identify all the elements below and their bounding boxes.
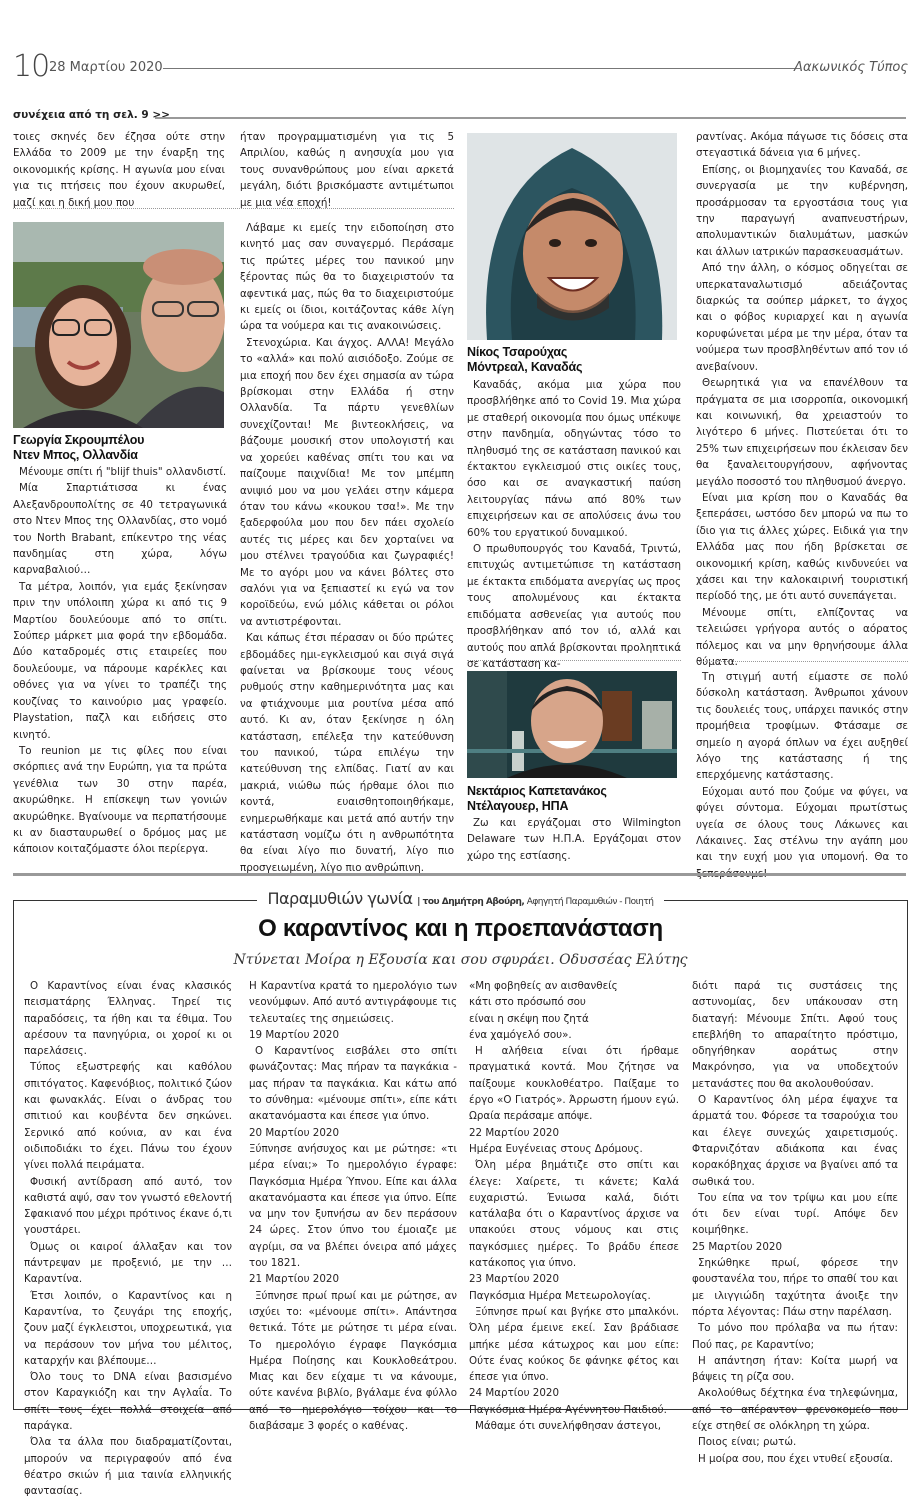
poem-line: ένα χαμόγελό σου». bbox=[469, 1028, 572, 1041]
paragraph: διότι παρά τις συστάσεις της αστυνομίας, δεν υπάκουσαν στη διαταγή: Μένουμε Σπίτι. Αφού τους επεβλήθη το απαραίτητο πρόστιμο, οδηγήθηκαν αοράτως στην Μακρόνησο, για να υποδεχτούν μετανάστες που θα ακολουθούσαν. bbox=[692, 980, 898, 1090]
diary-date: Ημέρα Ευγένειας στους Δρόμους. bbox=[469, 1142, 643, 1155]
section-name: Παραμυθιών γωνία bbox=[267, 889, 413, 908]
profile-nektarios-text-cont bbox=[696, 669, 908, 882]
profile-nikos-text-cont bbox=[696, 129, 908, 670]
story-col-4 bbox=[692, 978, 898, 1467]
page-number: 10 bbox=[13, 49, 50, 84]
paragraph: Του είπα να τον τρίψω και μου είπε ότι δεν είναι τυρί. Απόψε δεν κοιμήθηκε. bbox=[692, 1191, 898, 1237]
paragraph: τοιες σκηνές δεν έζησα ούτε στην Ελλάδα το 2009 με την έναρξη της οικονομικής κρίσης. Η αγωνία μου είναι για τις πτήσεις που έχουν ακυρωθεί, μαζί και η δική μου που bbox=[13, 131, 225, 209]
paragraph: Τύπος εξωστρεφής και καθόλου σπιτόγατος. Καφενόβιος, πολιτικό ζώον και φωνακλάς. Είναι ο άνδρας του σπιτιού και κουβέντα δεν σηκώνει. Σερνικό από κούνια, αν και ένα οιδιποδιάκι το έχει. Πάνω του έχουν γίνει πολλά πειράματα. bbox=[24, 1061, 232, 1172]
paragraph: ήταν προγραμματισμένη για τις 5 Απριλίου, καθώς η ανησυχία μου για τους συνανθρώπους μου είναι αρκετά μεγάλη, διότι βρισκόμαστε αντιμέτωποι με μια νέα εποχή! bbox=[240, 131, 454, 209]
diary-date: 19 Μαρτίου 2020 bbox=[249, 1028, 340, 1041]
paragraph: Ποιος είναι; ρωτώ. bbox=[698, 1436, 797, 1449]
continued-text-col1 bbox=[13, 129, 225, 211]
author-role: Αφηγητή Παραμυθιών - Ποιητή bbox=[526, 897, 654, 907]
diary-date: Παγκόσμια Ημέρα Αγέννητου Παιδιού. bbox=[469, 1403, 667, 1416]
story-headline: Ο καραντίνος και η προεπανάσταση bbox=[258, 915, 663, 942]
paragraph: Καναδάς, ακόμα μια χώρα που προσβλήθηκε από το Covid 19. Μια χώρα με σταθερή οικονομία που όμως υπέκυψε στην πανδημία, οδηγώντας τόσο το πληθυσμό της σε κατάσταση πανικού και έκτακτου εγκλεισμού στις οικίες τους, όσο και σε αναγκαστική παύση λειτουργίας πάνω από 80% των επιχειρήσεων και σε απολύσεις άνω του 60% του εργατικού δυναμικού. bbox=[467, 379, 681, 539]
story-col-2 bbox=[249, 978, 457, 1434]
paragraph: Το μόνο που πρόλαβα να πω ήταν: Πού πας, ρε Καραντίνο; bbox=[692, 1322, 898, 1351]
profile-nektarios bbox=[467, 784, 681, 814]
diary-date: 24 Μαρτίου 2020 bbox=[469, 1387, 560, 1400]
paragraph: Ο Καραντίνος εισβάλει στο σπίτι φωνάζοντας: Μας πήραν τα παγκάκια - μας πήραν τα παγκάκια. Και κάτω από το σύνθημα: «μένουμε σπίτι», είπε κάτι ακατανόμαστα και έπεσε για ύπνο. bbox=[249, 1045, 457, 1123]
paragraph: Στενοχώρια. Και άγχος. ΑΛΛΑ! Μεγάλο το «αλλά» και πολύ αισιόδοξο. Ζούμε σε μια εποχή που δεν έχει σημασία αν τώρα βρίσκομαι στην Ελλάδα ή στην Ολλανδία. Τα πάρτυ γενεθλίων συνεχίζονται! Με βιντεοκλήσεις, να βάζουμε μουσική στον υπολογιστή και να χορεύει καθένας σπίτι του και να παίζουμε παιχνίδια! Με τον μπέμπη ανιψιό μου να μου γελάει στην κάμερα όταν του κάνω «κουκου τσα!». Με την ξαδερφούλα μου που δεν πάει σχολείο αυτές τις μέρες και δεν χορταίνει να μου στέλνει τραγούδια και ζωγραφιές! Με το αγόρι μου να κάνει βόλτες στο σαλόνι για να ξεπιαστεί κι εγώ να τον κοροϊδεύω, ενώ μόλις κάθεται οι ρόλοι να αντιστρέφονται. bbox=[240, 336, 454, 628]
divider bbox=[467, 660, 681, 661]
paragraph: Φυσική αντίδραση από αυτό, τον καθιστά αψύ, σαν τον γνωστό εθελοντή Σφακιανό που μέχρι πρότινος έκανε ό,τι γουστάρει. bbox=[24, 1175, 232, 1237]
paragraph: Έτσι λοιπόν, ο Καραντίνος και η Καραντίνα, το ζευγάρι της εποχής, ζουν μαζί έγκλειστοι, υποχρεωτικά, για να περάσουν τον μήνα του μέλιτος, καταρχήν και βλέπουμε… bbox=[24, 1289, 232, 1367]
man-in-hood-image bbox=[467, 133, 677, 340]
paragraph: Και κάπως έτσι πέρασαν οι δύο πρώτες εβδομάδες ημι-εγκλεισμού και σιγά σιγά φαίνεται να βρίσκουμε τους νέους ρυθμούς στην καθημερινότητα μας και να φτιάχνουμε μια ρουτίνα μέσα από αυτό. Κι αν, όταν ξεκίνησε η όλη κατάσταση, επέλεξα την κατεύθυνση του πανικού, τώρα επιλέγω την κατεύθυνση της ελπίδας. Γιατί αν και μακριά, νιώθω πώς ήρθαμε όλοι πιο κοντά, ευαισθητοποιηθήκαμε, ενημερωθήκαμε και μετά από αυτήν την κατάσταση νομίζω ότι η ανθρωπότητα θα είναι λίγο πιο δυνατή, λίγο πιο προσγειωμένη, λίγο πιο ανθρώπινη. bbox=[240, 632, 454, 874]
paragraph: Λάβαμε κι εμείς την ειδοποίηση στο κινητό μας σαν συναγερμό. Περάσαμε τις πρώτες μέρες του πανικού μην ξέροντας πώς θα το διαχειριστούν τα αφεντικά μας, πώς θα το διαχειριστούμε κι εμείς οι ίδιοι, κοιτάζοντας κάθε λίγη ώρα τα νούμερα και τις ανακοινώσεις. bbox=[240, 222, 454, 333]
paragraph: Από την άλλη, ο κόσμος οδηγείται σε υπερκαταναλωτισμό αδειάζοντας διαρκώς τα σούπερ μάρκετ, το άγχος και ο φόβος κυριαρχεί και η αγωνία κορυφώνεται μέρα με την μέρα, όταν τα νούμερα των προσβληθέντων από τον ιό ανεβαίνουν. bbox=[696, 262, 908, 373]
profile-location: Ντεν Μπος, Ολλανδία bbox=[13, 448, 138, 462]
paragraph: Τη στιγμή αυτή είμαστε σε πολύ δύσκολη κατάσταση. Άνθρωποι χάνουν τις δουλειές τους, υπάρχει πανικός στην προμήθεια τροφίμων. Φτάσαμε σε σημείο η αγορά όπλων να έχει αυξηθεί λόγο της κατάστασης ή της επερχόμενης κατάστασης. bbox=[696, 671, 908, 782]
profile-georgia-text-cont bbox=[240, 220, 454, 876]
profile-nikos bbox=[467, 345, 681, 375]
paragraph: Είναι μια κρίση που ο Καναδάς θα ξεπεράσει, ωστόσο δεν μπορώ να πω το ίδιο για τις άλλες χώρες. Ειδικά για την Ελλάδα μας που ήδη βρίσκεται σε οικονομική κρίση, καθώς κινδυνεύει να χάσει και την καλοκαιρινή τουριστική περίοδό της, με ότι αυτό συνεπάγεται. bbox=[696, 491, 908, 603]
header-rule bbox=[163, 68, 800, 69]
paragraph: Η μοίρα σου, που έχει ντυθεί εξουσία. bbox=[698, 1452, 894, 1465]
paragraph: Μένουμε σπίτι ή "blijf thuis" ολλανδιστί. bbox=[19, 466, 227, 478]
page-header bbox=[13, 50, 908, 84]
divider bbox=[696, 661, 908, 662]
story-box bbox=[13, 889, 908, 1498]
byline: | του Δημήτρη Αβούρη, Αφηγητή Παραμυθιών - Ποιητή bbox=[417, 897, 654, 907]
man-in-hood-photo bbox=[467, 133, 677, 340]
section-rule bbox=[13, 873, 906, 876]
story-col-3 bbox=[469, 978, 679, 1434]
paragraph: Όλα τα άλλα που διαδραματίζονται, μπορούν να περιγραφούν από ένα θέατρο σκιών ή μια ταινία ελληνικής φαντασίας. bbox=[24, 1436, 232, 1498]
paragraph: Θεωρητικά για να επανέλθουν τα πράγματα σε μια ισορροπία, οικονομική και κοινωνική, θα χρειαστούν το λιγότερο 6 μήνες. Πιστεύεται ότι το 25% των επιχειρήσεων που έκλεισαν δεν θα ξαναλειτουργήσουν, αφήνοντας μεγάλο ποσοστό του πληθυσμού άνεργο. bbox=[696, 377, 908, 488]
section-title bbox=[257, 889, 663, 908]
paragraph: Τα μέτρα, λοιπόν, για εμάς ξεκίνησαν πριν την υπόλοιπη χώρα κι από τις 9 Μαρτίου δουλεύουμε από το σπίτι. Σούπερ μάρκετ μια φορά την εβδομάδα. Δύο καταδρομές στις εταιρείες που δουλεύουμε, να πάρουμε καρέκλες και οθόνες για να γίνει το τραπέζι της κουζίνας το καινούριο μας γραφείο. Playstation, παζλ και ειδήσεις στο κινητό. bbox=[13, 580, 227, 741]
diary-date: 20 Μαρτίου 2020 bbox=[249, 1126, 340, 1139]
diary-date: 23 Μαρτίου 2020 bbox=[469, 1273, 560, 1286]
paragraph: Ξύπνησε πρωί πρωί και με ρώτησε, αν ισχύει το: «μένουμε σπίτι». Απάντησα θετικά. Τότε με ρώτησε τι μέρα είναι. Το ημερολόγιο έγραφε Παγκόσμια Ημέρα Ποίησης και Κουκλοθεάτρου. Μιας και δεν είχαμε τι να κάνουμε, ούτε κανένα βιβλίο, βγάλαμε ένα φύλλο από το ημερολόγιο τοίχου και το διαβάσαμε 3 φορές ο καθένας. bbox=[249, 1289, 457, 1433]
paragraph: Η αλήθεια είναι ότι ήρθαμε πραγματικά κοντά. Μου ζήτησε να παίξουμε κουκλοθέατρο. Παίξαμε το έργο «Ο Γιατρός». Άρρωστη ήμουν εγώ. Ωραία περάσαμε απόψε. bbox=[469, 1045, 679, 1123]
profile-georgia-text bbox=[13, 464, 227, 858]
diary-date: 25 Μαρτίου 2020 bbox=[692, 1240, 783, 1253]
diary-date: 22 Μαρτίου 2020 bbox=[469, 1126, 560, 1139]
profile-location: Ντέλαγουερ, ΗΠΑ bbox=[467, 799, 569, 813]
poem-line: είναι η σκέψη που ζητά bbox=[469, 1012, 589, 1025]
paragraph: Όμως οι καιροί άλλαξαν και τον πάντρεψαν με προξενιό, με την … Καραντίνα. bbox=[24, 1240, 232, 1286]
story-epigraph: Ντύνεται Μοίρα η Εξουσία και σου σφυράει. Οδυσσέας Ελύτης bbox=[233, 952, 688, 968]
paragraph: Η απάντηση ήταν: Κοίτα μωρή να βάψεις τη ρίζα σου. bbox=[692, 1354, 898, 1384]
paragraph: Ξύπνησε πρωί και βγήκε στο μπαλκόνι. Όλη μέρα έμεινε εκεί. Σαν βράδιασε μπήκε μέσα κάτωχρος και μου είπε: Ούτε ένας κούκος δε φάνηκε φέτος και έπεσε για ύπνο. bbox=[469, 1305, 679, 1384]
paragraph: Όλη μέρα βημάτιζε στο σπίτι και έλεγε: Χαίρετε, τι κάνετε; Καλά ευχαριστώ. Ένιωσα καλά, διότι κατάλαβα ότι ο Καραντίνος άρχισε να υπακούει στους νόμους και στις παγκόσμιες ημέρες. Το βράδυ έπεσε κατάκοπος για ύπνο. bbox=[469, 1159, 679, 1270]
diary-date: 21 Μαρτίου 2020 bbox=[249, 1273, 340, 1286]
paragraph: Ο πρωθυπουργός του Καναδά, Τριντώ, επιτυχώς αντιμετώπισε τη κατάσταση με έκτακτα επιδόματα ανεργίας ως προς τους απολυμένους και έκτακτα επιδόματα ασθενείας για αυτούς που προσβλήθηκαν από τον ιό, αλλά και αυτούς που απλά βρίσκονται προληπτικά σε κατάσταση κα- bbox=[467, 543, 681, 670]
paragraph: Μία Σπαρτιάτισσα κι ένας Αλεξανδρουπολίτης σε 40 τετραγωνικά στο Ντεν Μπος της Ολλανδίας, στο νομό του North Brabant, επίκεντρο της νέας πανδημίας στη χώρα, λόγω καρναβαλιού… bbox=[13, 482, 227, 577]
paragraph: Ζω και εργάζομαι στο Wilmington Delaware των Η.Π.Α. Εργάζομαι στον χώρο της εστίασης. bbox=[467, 817, 681, 862]
paragraph: Μάθαμε ότι συνελήφθησαν άστεγοι, bbox=[475, 1420, 662, 1433]
man-at-bar-image bbox=[467, 671, 677, 778]
couple-portrait-photo bbox=[13, 222, 224, 428]
divider bbox=[13, 208, 454, 209]
paragraph: Ακολούθως δέχτηκα ένα τηλεφώνημα, από το απέραντον φρενοκομείο που είχε στηθεί σε ολόκληρη τη χώρα. bbox=[692, 1387, 898, 1433]
profile-name: Γεωργία Σκρουμπέλου bbox=[13, 433, 145, 447]
profile-name: Νεκτάριος Καπετανάκος bbox=[467, 784, 607, 798]
profile-location: Μόντρεαλ, Καναδάς bbox=[467, 360, 583, 374]
continuation-rule bbox=[155, 117, 906, 119]
profile-nikos-text bbox=[467, 377, 681, 672]
diary-date: Παγκόσμια Ημέρα Μετεωρολογίας. bbox=[469, 1289, 651, 1302]
poem-line: «Μη φοβηθείς αν αισθανθείς bbox=[469, 980, 618, 992]
paragraph: Σηκώθηκε πρωί, φόρεσε την φουστανέλα του, πήρε το σπαθί του και με ιλιγγιώδη ταχύτητα άνοιξε την πόρτα λέγοντας: Πάω στην παρέλαση. bbox=[692, 1257, 898, 1318]
man-at-bar-photo bbox=[467, 671, 677, 778]
profile-nektarios-text bbox=[467, 815, 681, 864]
paragraph: ραντίνας. Ακόμα πάγωσε τις δόσεις στα στεγαστικά δάνεια για 6 μήνες. bbox=[696, 131, 908, 160]
paragraph: Ξύπνησε ανήσυχος και με ρώτησε: «τι μέρα είναι;» Το ημερολόγιο έγραφε: Παγκόσμια Ημέρα Ύπνου. Είπε και άλλα ακατανόμαστα και έπεσε για ύπνο. Είπε να μην τον ξυπνήσω αν δεν περάσουν 24 ώρες. Στον ύπνο του έμοιαζε με αγρίμι, σα να βλέπει όνειρα από μάχες του 1821. bbox=[249, 1142, 457, 1270]
paragraph: Το reunion με τις φίλες που είναι σκόρπιες ανά την Ευρώπη, για τα πρώτα γενέθλια των 30 στην παρέα, ακυρώθηκε. Η επίσκεψη των γονιών ακυρώθηκε. Βγαίνουμε να περπατήσουμε κι αν διασταυρωθεί ο δρόμος μας με κάποιον κοιταζόμαστε όλοι περίεργα. bbox=[13, 744, 227, 856]
profile-name: Νίκος Τσαρούχας bbox=[467, 345, 568, 359]
paragraph: Η Καραντίνα κρατά το ημερολόγιο των νεονύμφων. Από αυτό αντιγράφουμε τις τελευταίες της σημειώσεις. bbox=[249, 980, 457, 1025]
paragraph: Επίσης, οι βιομηχανίες του Καναδά, σε συνεργασία με την κυβέρνηση, προσάρμοσαν τα εργοστάσια τους για την παραγωγή αναπνευστήρων, απολυμαντικών διαλυμάτων, μασκών και άλλων ιατρικών παρασκευασμάτων. bbox=[696, 163, 908, 258]
publication-name: Λακωνικός Τύπος bbox=[794, 60, 908, 75]
paragraph: Ο Καραντίνος όλη μέρα έψαχνε τα άρματά του. Φόρεσε τα τσαρούχια του και έλεγε συνεχώς χαιρετισμούς. Φταρνιζόταν αδιάκοπα και ένας κορακόβηχας άρχισε να βγαίνει από τα σωθικά του. bbox=[692, 1094, 898, 1188]
story-col-1 bbox=[24, 978, 232, 1500]
paragraph: Εύχομαι αυτό που ζούμε να φύγει, να φύγει σύντομα. Εύχομαι πρωτίστως υγεία σε όλους τους Λάκωνες και Λάκαινες. Σας στέλνω την αγάπη μου και την ευχή μου για υπομονή. Θα το ξεπεράσουμε! bbox=[696, 785, 908, 880]
paragraph: Ο Καραντίνος είναι ένας κλασικός πεισματάρης Έλληνας. Τηρεί τις παραδόσεις, τα ήθη και τα έθιμα. Του αρέσουν τα πανηγύρια, οι χοροί κι οι παρελάσεις. bbox=[24, 980, 232, 1058]
author-name: Δημήτρη Αβούρη, bbox=[441, 897, 525, 907]
paragraph: Μένουμε σπίτι, ελπίζοντας να τελειώσει γρήγορα αυτός ο αόρατος πόλεμος και να μην θρηνήσουμε άλλα θύματα. bbox=[696, 606, 908, 668]
issue-date: 28 Μαρτίου 2020 bbox=[49, 60, 163, 75]
paragraph: Όλο τους το DNA είναι βασισμένο στον Καραγκιόζη και την Αγλαΐα. Το σπίτι τους έχει πολλά στοιχεία από παράγκα. bbox=[24, 1371, 232, 1433]
poem-line: κάτι στο πρόσωπό σου bbox=[469, 996, 586, 1009]
profile-georgia bbox=[13, 433, 227, 463]
continuation-label: συνέχεια από τη σελ. 9 >> bbox=[13, 109, 170, 121]
couple-portrait-image bbox=[13, 222, 224, 428]
continued-text-col2 bbox=[240, 129, 454, 211]
